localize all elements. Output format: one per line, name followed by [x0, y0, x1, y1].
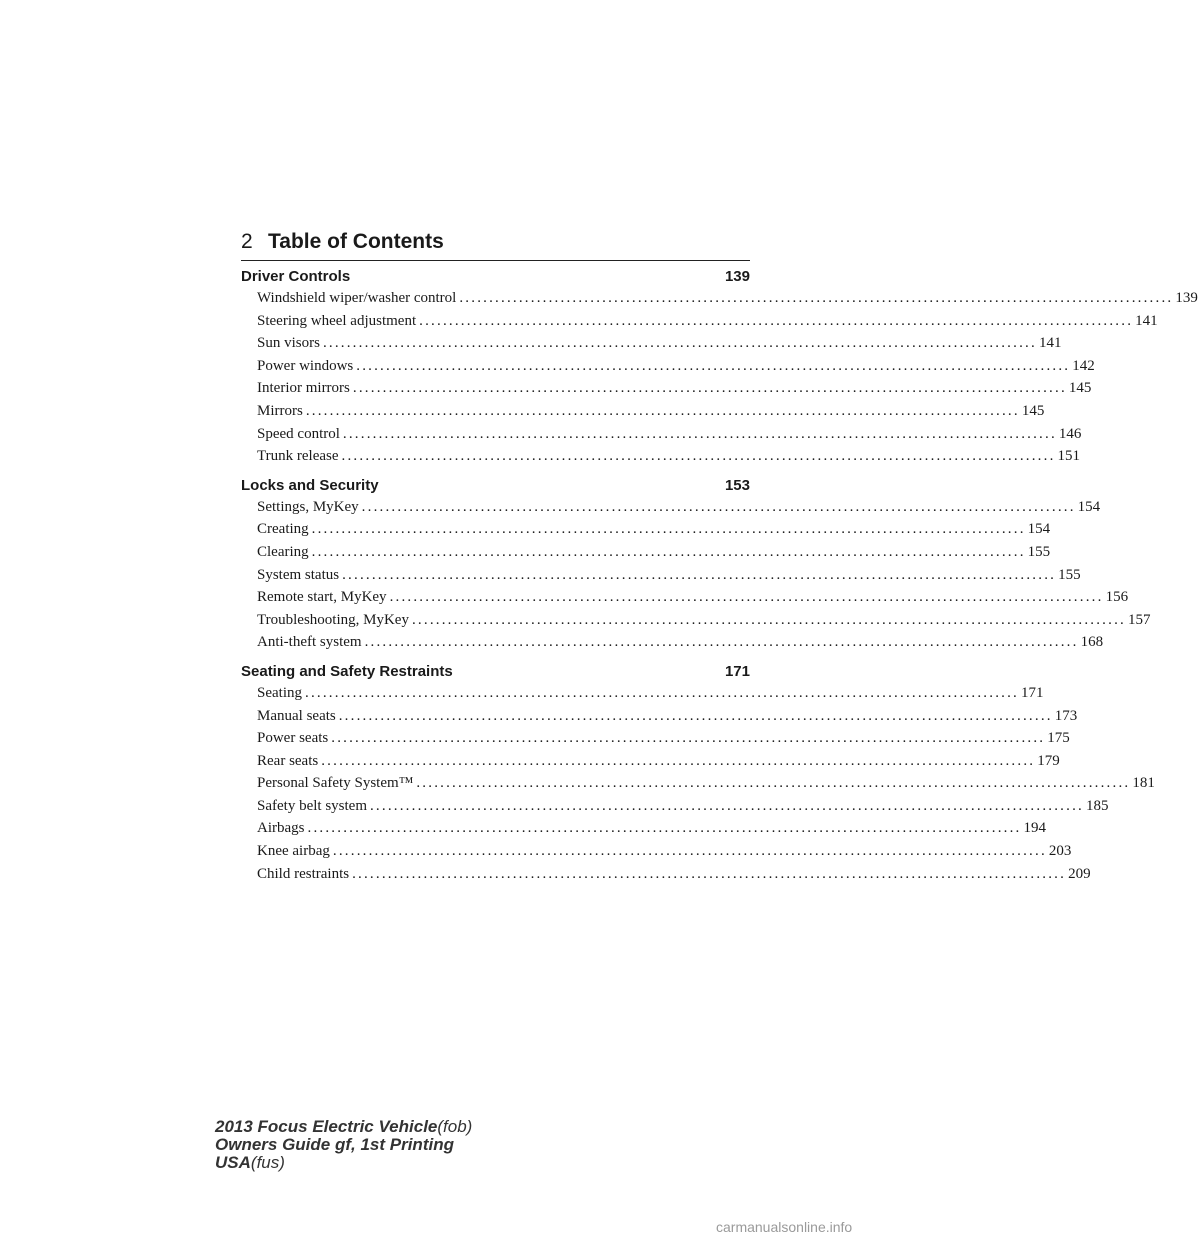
entry-page: 151: [1057, 448, 1081, 465]
entry-page: 168: [1080, 634, 1104, 651]
entry-page: 145: [1021, 402, 1045, 419]
dot-leader: ........................................................................................................................: [369, 797, 1084, 814]
entry-title: Mirrors: [257, 402, 303, 419]
toc-entry[interactable]: [241, 566, 1081, 590]
footer-line-2: [215, 1136, 472, 1154]
footer-vehicle: 2013 Focus Electric Vehicle: [215, 1117, 438, 1136]
entry-title: Anti-theft system: [257, 634, 362, 651]
entry-title: Creating: [257, 521, 309, 538]
entry-title: Clearing: [257, 543, 309, 560]
entry-title: Airbags: [257, 820, 305, 837]
entry-page: 139: [1175, 290, 1198, 306]
footer-vehicle-code: (fob): [437, 1117, 473, 1136]
toc-entry[interactable]: [241, 589, 1129, 612]
toc-entry[interactable]: [241, 752, 1060, 776]
entry-page: 155: [1027, 543, 1051, 560]
dot-leader: ........................................................................................................................: [311, 543, 1026, 560]
entry-title: Seating: [257, 684, 302, 701]
toc-entry[interactable]: [241, 402, 1045, 426]
toc-entry[interactable]: [241, 543, 1051, 567]
entry-title: Windshield wiper/washer control: [257, 290, 457, 306]
section-driver-controls: [241, 268, 1198, 471]
entry-title: Steering wheel adjustment: [257, 312, 417, 329]
dot-leader: ........................................................................................................................: [305, 684, 1019, 701]
dot-leader: ........................................................................................................................: [352, 380, 1067, 397]
section-locks-and-security: [241, 476, 1151, 657]
entry-page: 181: [1132, 775, 1155, 792]
dot-leader: ........................................................................................................................: [364, 634, 1079, 651]
section-title: Driver Controls: [241, 268, 351, 285]
entry-page: 155: [1058, 566, 1081, 583]
dot-leader: ........................................................................................................................: [311, 521, 1026, 538]
entry-page: 142: [1072, 357, 1095, 374]
dot-leader: ........................................................................................................................: [341, 448, 1056, 465]
toc-entry[interactable]: [241, 335, 1062, 358]
dot-leader: ........................................................................................................................: [459, 290, 1174, 306]
entry-page: 173: [1054, 707, 1078, 724]
entry-title: Remote start, MyKey: [257, 589, 387, 606]
entry-page: 146: [1058, 425, 1082, 442]
dot-leader: ........................................................................................................................: [331, 730, 1046, 747]
toc-entry[interactable]: [241, 380, 1092, 403]
entry-title: Safety belt system: [257, 797, 367, 814]
entry-title: Knee airbag: [257, 843, 330, 860]
page-title: Table of Contents: [268, 230, 444, 253]
section-title: Seating and Safety Restraints: [241, 662, 453, 680]
entry-page: 194: [1023, 820, 1046, 837]
entry-title: Rear seats: [257, 752, 319, 769]
dot-leader: ........................................................................................................................: [321, 752, 1036, 769]
entry-page: 154: [1027, 521, 1051, 538]
section-heading[interactable]: [241, 268, 750, 290]
entry-page: 209: [1068, 865, 1091, 882]
dot-leader: ........................................................................................................................: [411, 611, 1126, 628]
dot-leader: ........................................................................................................................: [389, 589, 1104, 606]
section-page: 153: [724, 476, 750, 494]
toc-entry[interactable]: [241, 357, 1095, 381]
dot-leader: ........................................................................................................................: [342, 425, 1057, 442]
toc-entry[interactable]: [241, 498, 1101, 522]
entry-title: Sun visors: [257, 335, 320, 352]
dot-leader: ........................................................................................................................: [416, 775, 1131, 792]
section-heading[interactable]: [241, 477, 750, 499]
entry-page: 141: [1135, 312, 1158, 329]
footer-guide: Owners Guide gf, 1st Printing: [215, 1135, 454, 1154]
toc-entry[interactable]: [241, 312, 1158, 336]
entry-page: 145: [1068, 380, 1092, 397]
dot-leader: ........................................................................................................................: [361, 498, 1076, 515]
footer-line-3: [215, 1154, 472, 1172]
section-page: 139: [724, 268, 750, 285]
entry-page: 203: [1048, 843, 1072, 860]
entry-page: 156: [1105, 589, 1129, 606]
entry-title: Manual seats: [257, 707, 336, 724]
entry-page: 157: [1127, 611, 1151, 628]
entry-page: 154: [1077, 498, 1101, 515]
toc-entry[interactable]: [241, 611, 1151, 635]
entry-title: Child restraints: [257, 865, 350, 882]
toc-entry[interactable]: [241, 684, 1044, 708]
section-seating-and-safety-restraints: [241, 662, 1155, 888]
entry-title: Trunk release: [257, 448, 339, 465]
entry-title: Speed control: [257, 425, 340, 442]
toc-entry[interactable]: [241, 843, 1072, 866]
dot-leader: ........................................................................................................................: [352, 865, 1067, 882]
dot-leader: ........................................................................................................................: [356, 357, 1071, 374]
toc-entry[interactable]: [241, 521, 1051, 544]
dot-leader: ........................................................................................................................: [305, 402, 1020, 419]
dot-leader: ........................................................................................................................: [342, 566, 1057, 583]
footer-market: USA: [215, 1153, 251, 1172]
toc-entry[interactable]: [241, 775, 1155, 798]
section-page: 171: [724, 662, 750, 680]
entry-page: 175: [1047, 730, 1070, 747]
toc-entry[interactable]: [241, 730, 1070, 753]
toc-entry[interactable]: [241, 634, 1104, 657]
section-title: Locks and Security: [241, 476, 379, 494]
entry-page: 179: [1037, 752, 1060, 769]
toc-entry[interactable]: [241, 707, 1078, 731]
dot-leader: ........................................................................................................................: [419, 312, 1134, 329]
toc-entry[interactable]: [241, 290, 1198, 313]
entry-page: 171: [1021, 684, 1044, 701]
section-heading[interactable]: [241, 663, 750, 685]
toc-entry[interactable]: [241, 425, 1082, 449]
toc-entry[interactable]: [241, 448, 1081, 471]
entry-title: Troubleshooting, MyKey: [257, 611, 409, 628]
page-number: 2: [241, 230, 253, 253]
entry-title: Personal Safety System™: [257, 775, 414, 792]
footer-line-1: [215, 1118, 472, 1136]
document-footer: [215, 1118, 472, 1172]
page-header: [241, 228, 750, 261]
dot-leader: ........................................................................................................................: [307, 820, 1022, 837]
entry-title: Interior mirrors: [257, 380, 350, 397]
entry-page: 185: [1085, 797, 1109, 814]
watermark[interactable]: carmanualsonline.info: [716, 1219, 853, 1235]
toc-entry[interactable]: [241, 820, 1046, 843]
dot-leader: ........................................................................................................................: [338, 707, 1053, 724]
entry-title: System status: [257, 566, 340, 583]
footer-market-code: (fus): [250, 1153, 285, 1172]
entry-title: Power seats: [257, 730, 329, 747]
toc-entry[interactable]: [241, 797, 1109, 821]
entry-title: Power windows: [257, 357, 354, 374]
entry-title: Settings, MyKey: [257, 498, 359, 515]
table-of-contents: [241, 268, 1198, 894]
dot-leader: ........................................................................................................................: [332, 843, 1047, 860]
entry-page: 141: [1038, 335, 1062, 352]
toc-entry[interactable]: [241, 865, 1091, 889]
dot-leader: ........................................................................................................................: [322, 335, 1037, 352]
